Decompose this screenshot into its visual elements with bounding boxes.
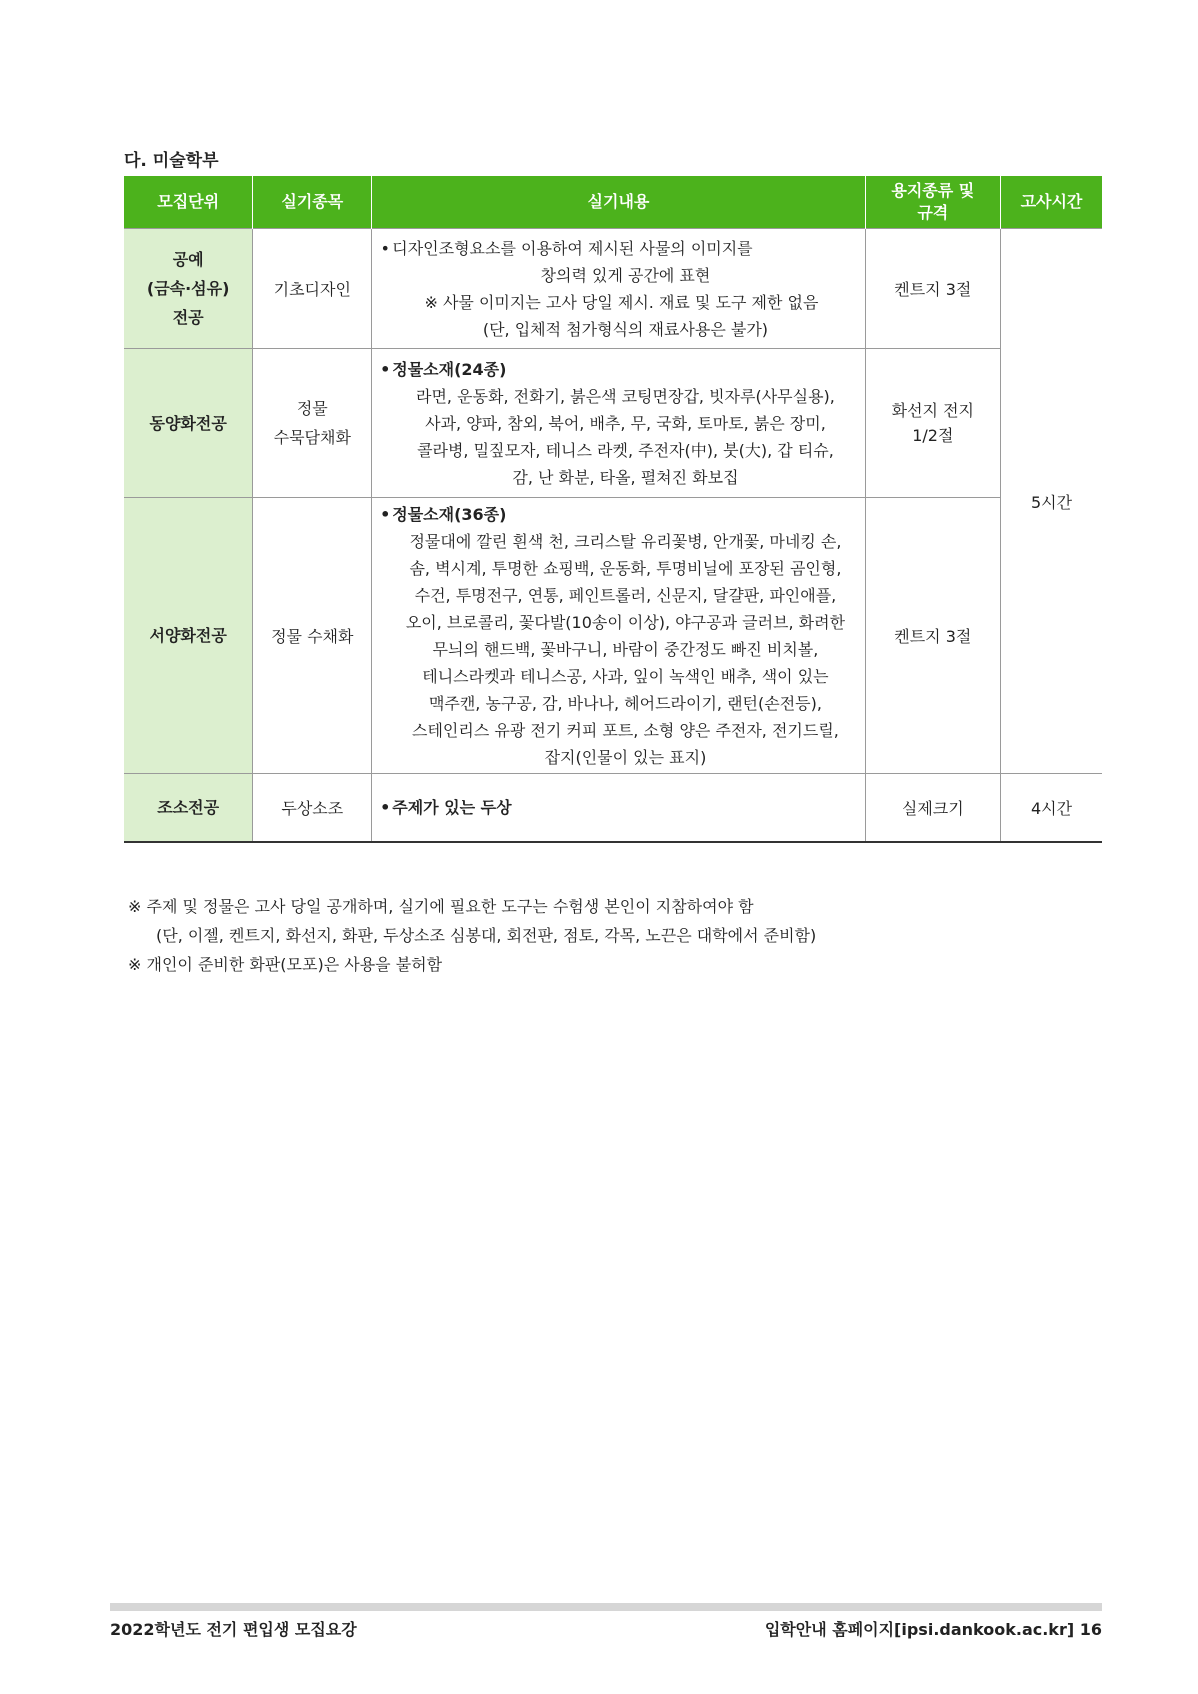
footer-title: 2022학년도 전기 편입생 모집요강 [110,1620,357,1639]
note-line: ※ 주제 및 정물은 고사 당일 공개하며, 실기에 필요한 도구는 수험생 본인이 지참하여야 함 [128,897,754,916]
section-title: 다. 미술학부 [124,151,219,171]
bullet-heading: 정물소재(36종) [392,504,507,524]
event-cell: 기초디자인 [253,229,372,349]
event-cell [253,349,372,498]
paper-cell: 켄트지 3절 [865,498,1000,774]
content-line: 솜, 벽시계, 투명한 쇼핑백, 운동화, 투명비닐에 포장된 곰인형, [409,558,842,578]
content-line: 감, 난 화분, 타올, 펼쳐진 화보집 [512,467,739,487]
content-cell [372,498,865,774]
paper-cell: 켄트지 3절 [865,229,1000,349]
unit-cell: 동양화전공 [124,349,253,498]
table-header-row [124,176,1102,229]
header-paper-line2: 규격 [917,203,949,222]
note-mark: ※ [424,292,438,312]
time-cell: 4시간 [1000,774,1102,842]
content-line: 라면, 운동화, 전화기, 붉은색 코팅면장갑, 빗자루(사무실용), [416,386,835,406]
header-content: 실기내용 [372,176,865,229]
content-cell [372,229,865,349]
header-event: 실기종목 [253,176,372,229]
note-text: 사물 이미지는 고사 당일 제시. 재료 및 도구 제한 없음 [442,292,819,312]
notes [128,892,816,979]
footer-homepage: 입학안내 홈페이지[ipsi.dankook.ac.kr] 16 [764,1620,1102,1639]
event-line: 정물 [296,399,328,418]
paper-cell: 실제크기 [865,774,1000,842]
unit-line: 전공 [172,308,204,327]
header-time: 고사시간 [1000,176,1102,229]
unit-line: (금속·섬유) [146,279,230,298]
header-paper [865,176,1000,229]
bullet-item [378,501,858,528]
event-cell: 두상소조 [253,774,372,842]
content-line: (단, 입체적 첨가형식의 재료사용은 불가) [482,319,769,339]
paper-line: 화선지 전지 [891,401,974,420]
unit-line: 공예 [172,250,204,269]
unit-cell [124,229,253,349]
bullet-text: 디자인조형요소를 이용하여 제시된 사물의 이미지를 [392,238,753,258]
unit-cell: 조소전공 [124,774,253,842]
footer-divider [110,1603,1102,1611]
content-line: 창의력 있게 공간에 표현 [540,265,711,285]
content-line: 정물대에 깔린 흰색 천, 크리스탈 유리꽃병, 안개꽃, 마네킹 손, [409,531,842,551]
header-paper-line1: 용지종류 및 [891,181,975,200]
content-line: 테니스라켓과 테니스공, 사과, 잎이 녹색인 배추, 색이 있는 [422,666,829,686]
table-row [124,229,1102,349]
content-note [378,289,858,316]
note-line: (단, 이젤, 켄트지, 화선지, 화판, 두상소조 심봉대, 회전판, 점토, 각목, 노끈은 대학에서 준비함) [156,926,817,945]
bullet-item [378,794,858,821]
bullet-heading: 주제가 있는 두상 [392,797,512,817]
table-row [124,774,1102,842]
header-unit: 모집단위 [124,176,253,229]
content-line: 수건, 투명전구, 연통, 페인트롤러, 신문지, 달걀판, 파인애플, [414,585,837,605]
content-line: 무늬의 핸드백, 꽃바구니, 바람이 중간정도 빠진 비치볼, [432,639,819,659]
bullet-heading: 정물소재(24종) [392,359,507,379]
content-cell [372,349,865,498]
paper-cell [865,349,1000,498]
table-row [124,349,1102,498]
unit-cell: 서양화전공 [124,498,253,774]
time-cell-shared: 5시간 [1000,229,1102,774]
content-cell [372,774,865,842]
content-line: 스테인리스 유광 전기 커피 포트, 소형 양은 주전자, 전기드릴, [412,720,839,740]
content-line: 사과, 양파, 참외, 북어, 배추, 무, 국화, 토마토, 붉은 장미, [425,413,826,433]
bullet-item [378,235,858,262]
bullet-mark: • [380,504,391,524]
bullet-mark: • [380,238,390,258]
bullet-mark: • [380,797,391,817]
paper-line: 1/2절 [912,426,954,445]
event-line: 수묵담채화 [273,428,351,447]
content-line: 콜라병, 밀짚모자, 테니스 라켓, 주전자(中), 붓(大), 갑 티슈, [417,440,834,460]
bullet-mark: • [380,359,391,379]
table-row [124,498,1102,774]
note-line: ※ 개인이 준비한 화판(모포)은 사용을 불허함 [128,955,443,974]
content-line: 오이, 브로콜리, 꽃다발(10송이 이상), 야구공과 글러브, 화려한 [405,612,846,632]
event-cell: 정물 수채화 [253,498,372,774]
content-line: 잡지(인물이 있는 표지) [544,747,707,767]
exam-table [124,176,1102,843]
content-line: 맥주캔, 농구공, 감, 바나나, 헤어드라이기, 랜턴(손전등), [428,693,822,713]
bullet-item [378,356,858,383]
